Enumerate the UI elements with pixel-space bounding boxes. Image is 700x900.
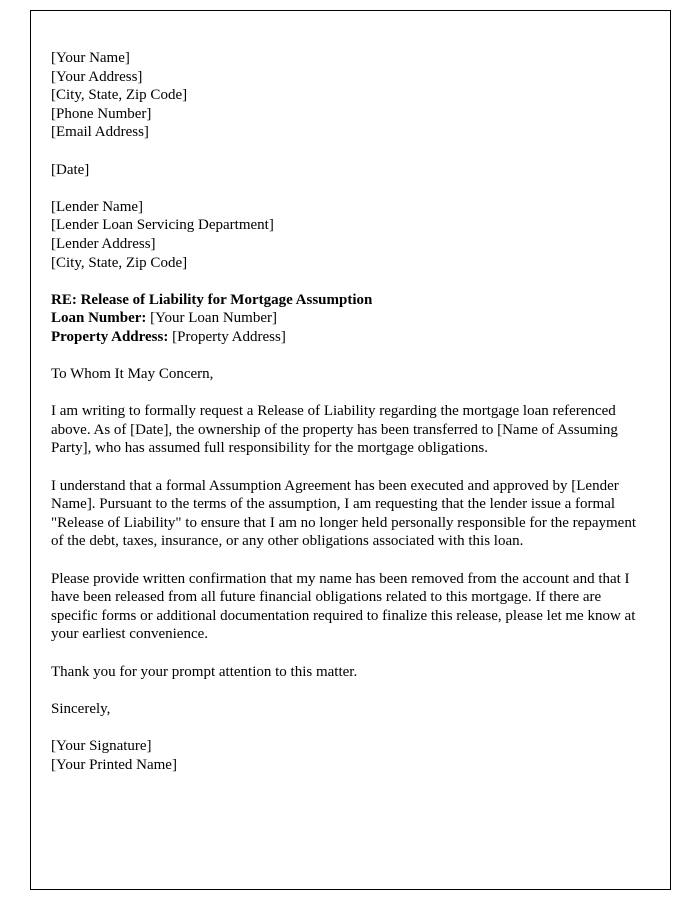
loan-number-value: [Your Loan Number] <box>150 310 277 327</box>
sender-phone-line: [Phone Number] <box>51 105 152 122</box>
sender-city-state-zip-line: [City, State, Zip Code] <box>51 87 188 104</box>
property-address-value: [Property Address] <box>172 328 286 345</box>
date-block <box>51 161 648 180</box>
signature-line: [Your Signature] <box>51 737 152 754</box>
body-paragraph-3: Please provide written confirmation that my name has been removed from the account and that I have been released from all future financial obligations related to this mortgage. If there are specific forms or additional documentation required to finalize this release, please let me know at your earliest convenience. <box>51 570 636 643</box>
body-paragraph-1: I am writing to formally request a Release of Liability regarding the mortgage loan referenced above. As of [Date], the ownership of the property has been transferred to [Name of Assuming Party], who has assumed full responsibility for the mortgage obligations. <box>51 403 618 457</box>
salutation-block <box>51 365 648 384</box>
recipient-department-line: [Lender Loan Servicing Department] <box>51 217 274 234</box>
recipient-address-line: [Lender Address] <box>51 235 156 252</box>
closing-block <box>51 700 648 719</box>
recipient-lender-name-line: [Lender Name] <box>51 198 144 215</box>
sender-email-line: [Email Address] <box>51 124 149 141</box>
body-paragraph-2: I understand that a formal Assumption Agreement has been executed and approved by [Lender Name]. Pursuant to the terms of the assumption, I am requesting that the lender issue a formal "Release of Liability" to ensure that I am no longer held personally responsible for the repayment of the debt, taxes, insurance, or any other obligations associated with this loan. <box>51 477 636 550</box>
printed-name-line: [Your Printed Name] <box>51 756 177 773</box>
subject-block <box>51 291 648 347</box>
sender-block <box>51 49 648 142</box>
property-address-line <box>51 328 648 347</box>
recipient-block <box>51 198 648 272</box>
salutation-line: To Whom It May Concern, <box>51 366 214 383</box>
closing-line: Sincerely, <box>51 700 111 717</box>
letter-page <box>30 10 671 890</box>
date-line: [Date] <box>51 161 90 178</box>
sender-address-line: [Your Address] <box>51 68 143 85</box>
subject-re-line: RE: Release of Liability for Mortgage Assumption <box>51 291 373 308</box>
loan-number-line <box>51 309 648 328</box>
loan-number-label: Loan Number: <box>51 310 151 327</box>
signature-block <box>51 737 648 774</box>
property-address-label: Property Address: <box>51 328 173 345</box>
letter-content <box>31 11 670 794</box>
body-paragraph-4: Thank you for your prompt attention to this matter. <box>51 663 358 680</box>
sender-name-line: [Your Name] <box>51 50 130 66</box>
recipient-city-state-zip-line: [City, State, Zip Code] <box>51 254 188 271</box>
